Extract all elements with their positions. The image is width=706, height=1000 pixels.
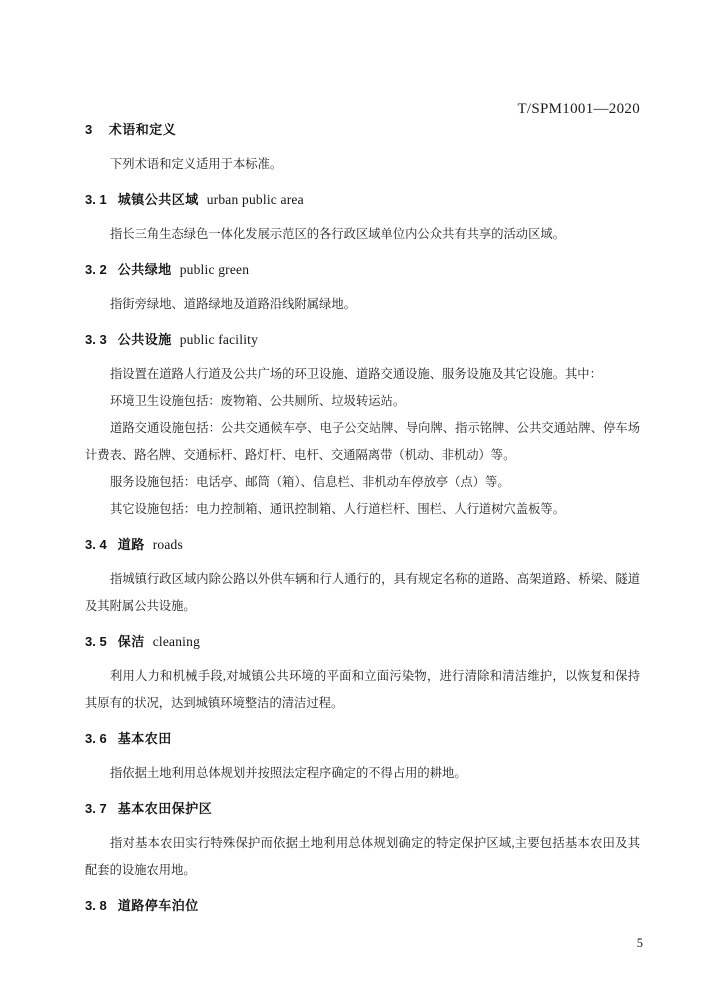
- term-heading: [85, 326, 640, 353]
- term-heading: [85, 531, 640, 558]
- term-definition: 环境卫生设施包括：废物箱、公共厕所、垃圾转运站。: [110, 394, 406, 408]
- term-section-3-6: [85, 725, 640, 787]
- clause-number: 3: [85, 122, 93, 137]
- term-name-en: cleaning: [152, 634, 201, 649]
- term-number: 3. 8: [85, 898, 107, 913]
- term-heading: [85, 256, 640, 283]
- term-definition: 服务设施包括：电话亭、邮筒（箱）、信息栏、非机动车停放亭（点）等。: [110, 475, 510, 489]
- term-section-3-3: [85, 326, 640, 523]
- term-number: 3. 6: [85, 731, 107, 746]
- clause-heading: [85, 116, 640, 143]
- term-heading: [85, 186, 640, 213]
- term-number: 3. 4: [85, 537, 107, 552]
- doc-ref-header: T/SPM1001—2020: [517, 101, 640, 117]
- term-heading: [85, 628, 640, 655]
- term-name-zh: 保洁: [117, 634, 145, 649]
- term-definition: 指街旁绿地、道路绿地及道路沿线附属绿地。: [110, 297, 356, 311]
- intro-paragraph: 下列术语和定义适用于本标准。: [110, 157, 283, 171]
- term-section-3-4: [85, 531, 640, 620]
- term-name-en: public facility: [179, 332, 259, 347]
- term-heading: [85, 725, 640, 752]
- term-section-3-7: [85, 795, 640, 884]
- term-name-zh: 基本农田: [117, 731, 172, 746]
- term-definition: 指长三角生态绿色一体化发展示范区的各行政区域单位内公众共有共享的活动区域。: [110, 227, 565, 241]
- term-section-3-2: [85, 256, 640, 318]
- page-content: [85, 0, 640, 919]
- term-heading: [85, 795, 640, 822]
- term-definition: 指依据土地利用总体规划并按照法定程序确定的不得占用的耕地。: [110, 766, 467, 780]
- term-section-3-1: [85, 186, 640, 248]
- term-number: 3. 1: [85, 192, 107, 207]
- term-name-en: urban public area: [206, 192, 304, 207]
- term-name-zh: 公共绿地: [117, 262, 172, 277]
- term-section-3-5: [85, 628, 640, 717]
- term-number: 3. 3: [85, 332, 107, 347]
- term-name-zh: 基本农田保护区: [117, 801, 213, 816]
- term-number: 3. 2: [85, 262, 107, 277]
- term-heading: [85, 892, 640, 919]
- term-name-zh: 道路: [117, 537, 145, 552]
- term-section-3-8: [85, 892, 640, 919]
- term-definition: 指城镇行政区域内除公路以外供车辆和行人通行的，具有规定名称的道路、高架道路、桥梁、隧道及其附属公共设施。: [85, 572, 640, 613]
- term-name-zh: 城镇公共区域: [117, 192, 199, 207]
- page-number: 5: [636, 936, 643, 950]
- term-definition: 道路交通设施包括：公共交通候车亭、电子公交站牌、导向牌、指示铭牌、公共交通站牌、停车场计费表、路名牌、交通标杆、路灯杆、电杆、交通隔离带（机动、非机动）等。: [85, 421, 640, 462]
- term-name-zh: 道路停车泊位: [117, 898, 199, 913]
- term-definition: 其它设施包括：电力控制箱、通讯控制箱、人行道栏杆、围栏、人行道树穴盖板等。: [110, 502, 565, 516]
- term-name-zh: 公共设施: [117, 332, 172, 347]
- term-name-en: public green: [179, 262, 250, 277]
- term-number: 3. 5: [85, 634, 107, 649]
- term-definition: 指对基本农田实行特殊保护而依据土地利用总体规划确定的特定保护区域,主要包括基本农田及其配套的设施农用地。: [85, 836, 640, 877]
- term-definition: 利用人力和机械手段,对城镇公共环境的平面和立面污染物，进行清除和清洁维护，以恢复和保持其原有的状况，达到城镇环境整洁的清洁过程。: [85, 669, 640, 710]
- clause-title: 术语和定义: [108, 122, 177, 137]
- term-number: 3. 7: [85, 801, 107, 816]
- term-definition: 指设置在道路人行道及公共广场的环卫设施、道路交通设施、服务设施及其它设施。其中：: [110, 367, 602, 381]
- term-name-en: roads: [152, 537, 183, 552]
